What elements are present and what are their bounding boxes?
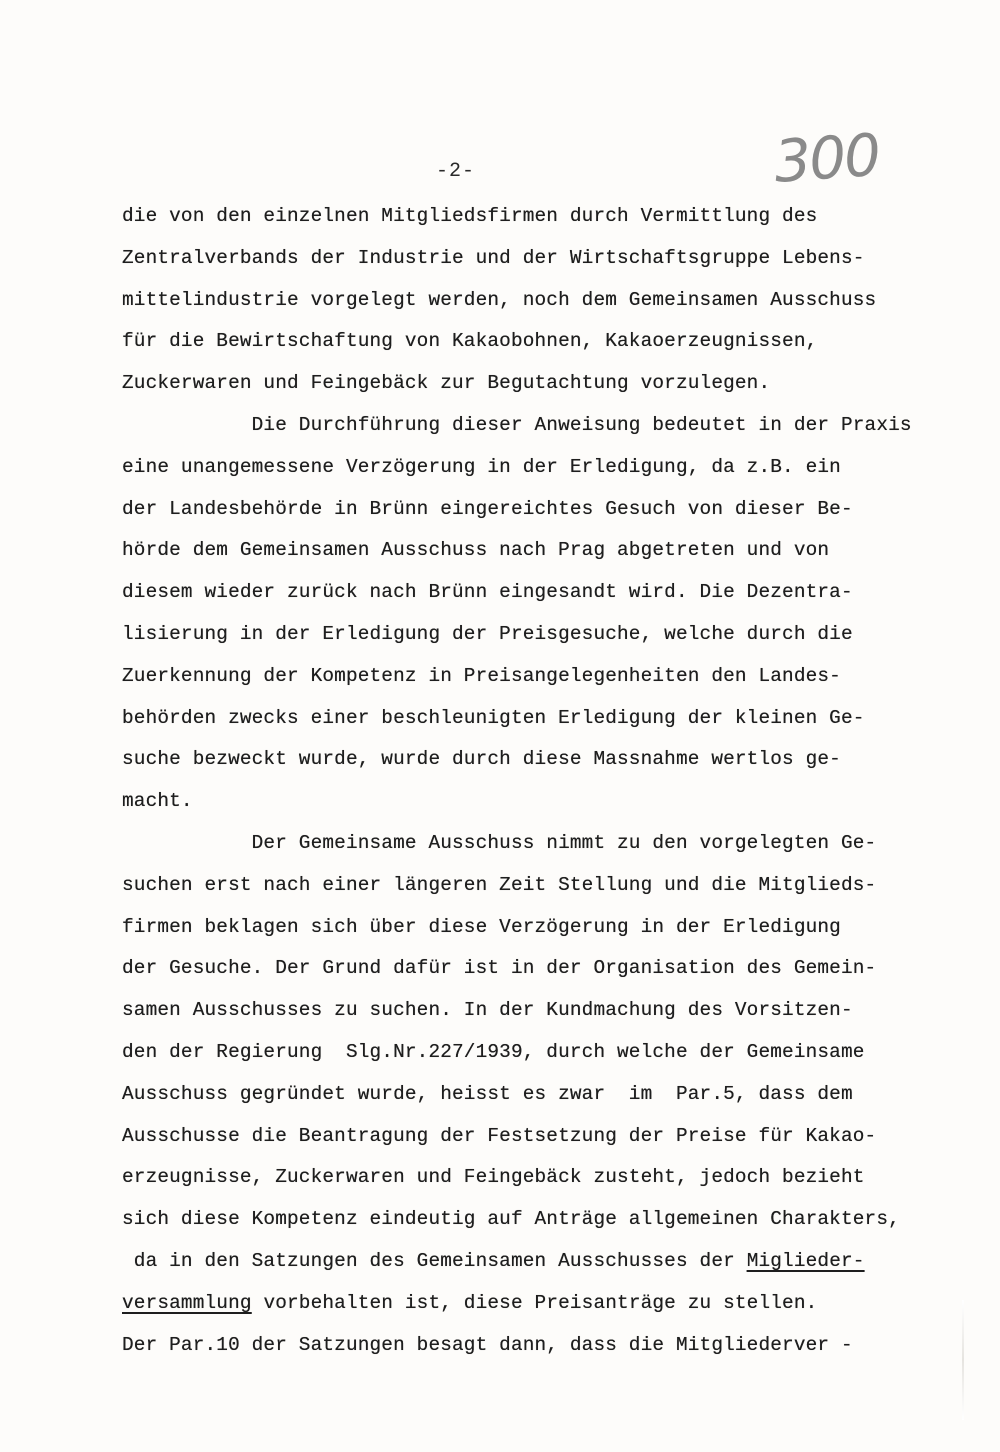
- text-line: hörde dem Gemeinsamen Ausschuss nach Prag abgetreten und von: [122, 539, 830, 562]
- body-text: [122, 196, 952, 1366]
- text-line: erzeugnisse, Zuckerwaren und Feingebäck zusteht, jedoch bezieht: [122, 1166, 865, 1189]
- text-line: suche bezweckt wurde, wurde durch diese Massnahme wertlos ge-: [122, 748, 841, 771]
- text-line: [122, 1241, 952, 1283]
- text-line: der Landesbehörde in Brünn eingereichtes Gesuch von dieser Be-: [122, 497, 853, 520]
- page-number: -2-: [436, 160, 476, 183]
- underlined-term: Miglieder-: [746, 1249, 865, 1272]
- handwritten-archive-number: 300: [772, 120, 882, 196]
- text-line: Der Par.10 der Satzungen besagt dann, dass die Mitgliederver -: [122, 1333, 853, 1356]
- text-line: [122, 1283, 952, 1325]
- text-line: eine unangemessene Verzögerung in der Erledigung, da z.B. ein: [122, 455, 841, 478]
- paper-edge-shadow: [962, 1300, 964, 1420]
- text-line: sich diese Kompetenz eindeutig auf Anträge allgemeinen Charakters,: [122, 1208, 900, 1231]
- text-line: Zuerkennung der Kompetenz in Preisangelegenheiten den Landes-: [122, 664, 841, 687]
- text-line: Zuckerwaren und Feingebäck zur Begutachtung vorzulegen.: [122, 372, 771, 395]
- text-line: diesem wieder zurück nach Brünn eingesandt wird. Die Dezentra-: [122, 581, 853, 604]
- text-line: behörden zwecks einer beschleunigten Erledigung der kleinen Ge-: [122, 706, 865, 729]
- text-line: Ausschusse die Beantragung der Festsetzung der Preise für Kakao-: [122, 1124, 877, 1147]
- text-line: für die Bewirtschaftung von Kakaobohnen, Kakaoerzeugnissen,: [122, 330, 818, 353]
- text-line: die von den einzelnen Mitgliedsfirmen durch Vermittlung des: [122, 205, 818, 227]
- text-line-part: da in den Satzungen des Gemeinsamen Ausschusses der: [122, 1249, 747, 1272]
- text-line: macht.: [122, 790, 193, 813]
- text-line: suchen erst nach einer längeren Zeit Stellung und die Mitglieds-: [122, 873, 877, 896]
- text-line: Die Durchführung dieser Anweisung bedeutet in der Praxis: [122, 413, 912, 436]
- underlined-term: versammlung: [122, 1291, 252, 1314]
- text-line: lisierung in der Erledigung der Preisgesuche, welche durch die: [122, 622, 853, 645]
- text-line: mittelindustrie vorgelegt werden, noch dem Gemeinsamen Ausschuss: [122, 288, 877, 311]
- text-line: Der Gemeinsame Ausschuss nimmt zu den vorgelegten Ge-: [122, 831, 877, 854]
- text-line-part: vorbehalten ist, diese Preisanträge zu stellen.: [251, 1291, 818, 1314]
- text-line: Ausschuss gegründet wurde, heisst es zwar im Par.5, dass dem: [122, 1082, 853, 1105]
- text-line: Zentralverbands der Industrie und der Wirtschaftsgruppe Lebens-: [122, 246, 865, 269]
- text-line: samen Ausschusses zu suchen. In der Kundmachung des Vorsitzen-: [122, 999, 853, 1022]
- text-line: firmen beklagen sich über diese Verzögerung in der Erledigung: [122, 915, 841, 938]
- text-line: den der Regierung Slg.Nr.227/1939, durch welche der Gemeinsame: [122, 1040, 865, 1063]
- text-line: der Gesuche. Der Grund dafür ist in der Organisation des Gemein-: [122, 957, 877, 980]
